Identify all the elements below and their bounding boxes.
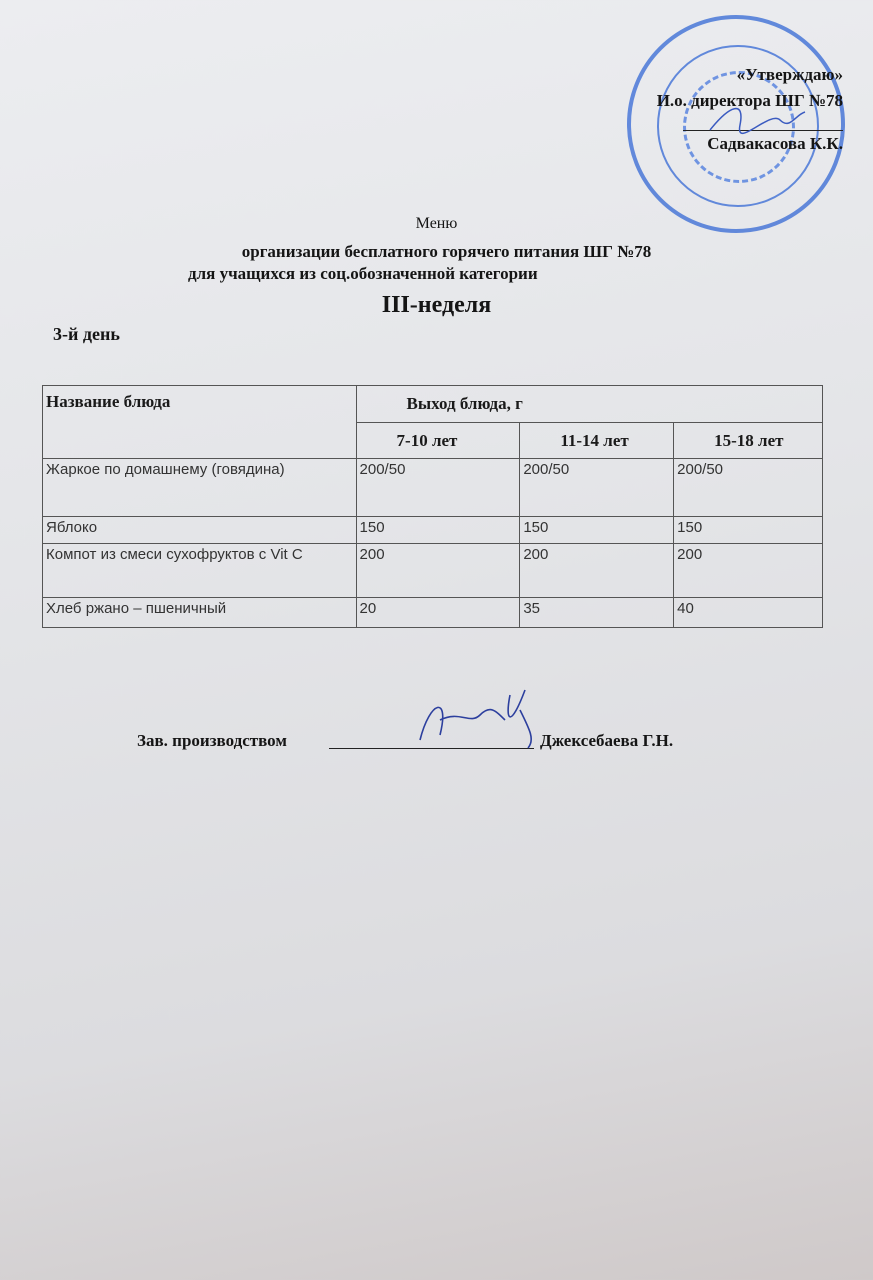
header-age-15-18: 15-18 лет: [674, 423, 823, 459]
table-row: [43, 459, 823, 517]
cell-value: 150: [674, 517, 823, 544]
cell-value: 200/50: [356, 459, 520, 517]
cell-value: 200: [520, 544, 674, 598]
footer-signature: [410, 680, 550, 750]
cell-value: 200/50: [520, 459, 674, 517]
director-signature: [700, 100, 810, 140]
cell-value: 200: [356, 544, 520, 598]
doc-subtitle-2: для учащихся из соц.обозначенной категории: [188, 264, 538, 283]
footer-name: Джексебаева Г.Н.: [540, 731, 674, 750]
cell-value: 200: [674, 544, 823, 598]
menu-table: [42, 385, 823, 628]
header-dish: Название блюда: [43, 386, 357, 459]
dish-name: Компот из смеси сухофруктов с Vit C: [43, 544, 357, 598]
dish-name: Жаркое по домашнему (говядина): [43, 459, 357, 517]
cell-value: 35: [520, 598, 674, 628]
cell-value: 40: [674, 598, 823, 628]
header-output: Выход блюда, г: [356, 386, 822, 423]
cell-value: 150: [356, 517, 520, 544]
dish-name: Хлеб ржано – пшеничный: [43, 598, 357, 628]
doc-title: Меню: [415, 215, 458, 232]
footer-role: Зав. производством: [137, 731, 287, 750]
director-name: Садвакасова К.К.: [707, 134, 843, 153]
day-label: 3-й день: [53, 324, 120, 344]
header-age-7-10: 7-10 лет: [356, 423, 520, 459]
approval-heading: «Утверждаю»: [736, 65, 843, 84]
cell-value: 20: [356, 598, 520, 628]
approval-position: И.о. директора ШГ №78: [656, 91, 843, 110]
cell-value: 200/50: [674, 459, 823, 517]
week-label: III-неделя: [381, 292, 492, 318]
cell-value: 150: [520, 517, 674, 544]
dish-name: Яблоко: [43, 517, 357, 544]
table-row: [43, 598, 823, 628]
table-row: [43, 517, 823, 544]
table-row: [43, 544, 823, 598]
header-age-11-14: 11-14 лет: [520, 423, 674, 459]
doc-subtitle-1: организации бесплатного горячего питания ШГ №78: [241, 242, 652, 261]
